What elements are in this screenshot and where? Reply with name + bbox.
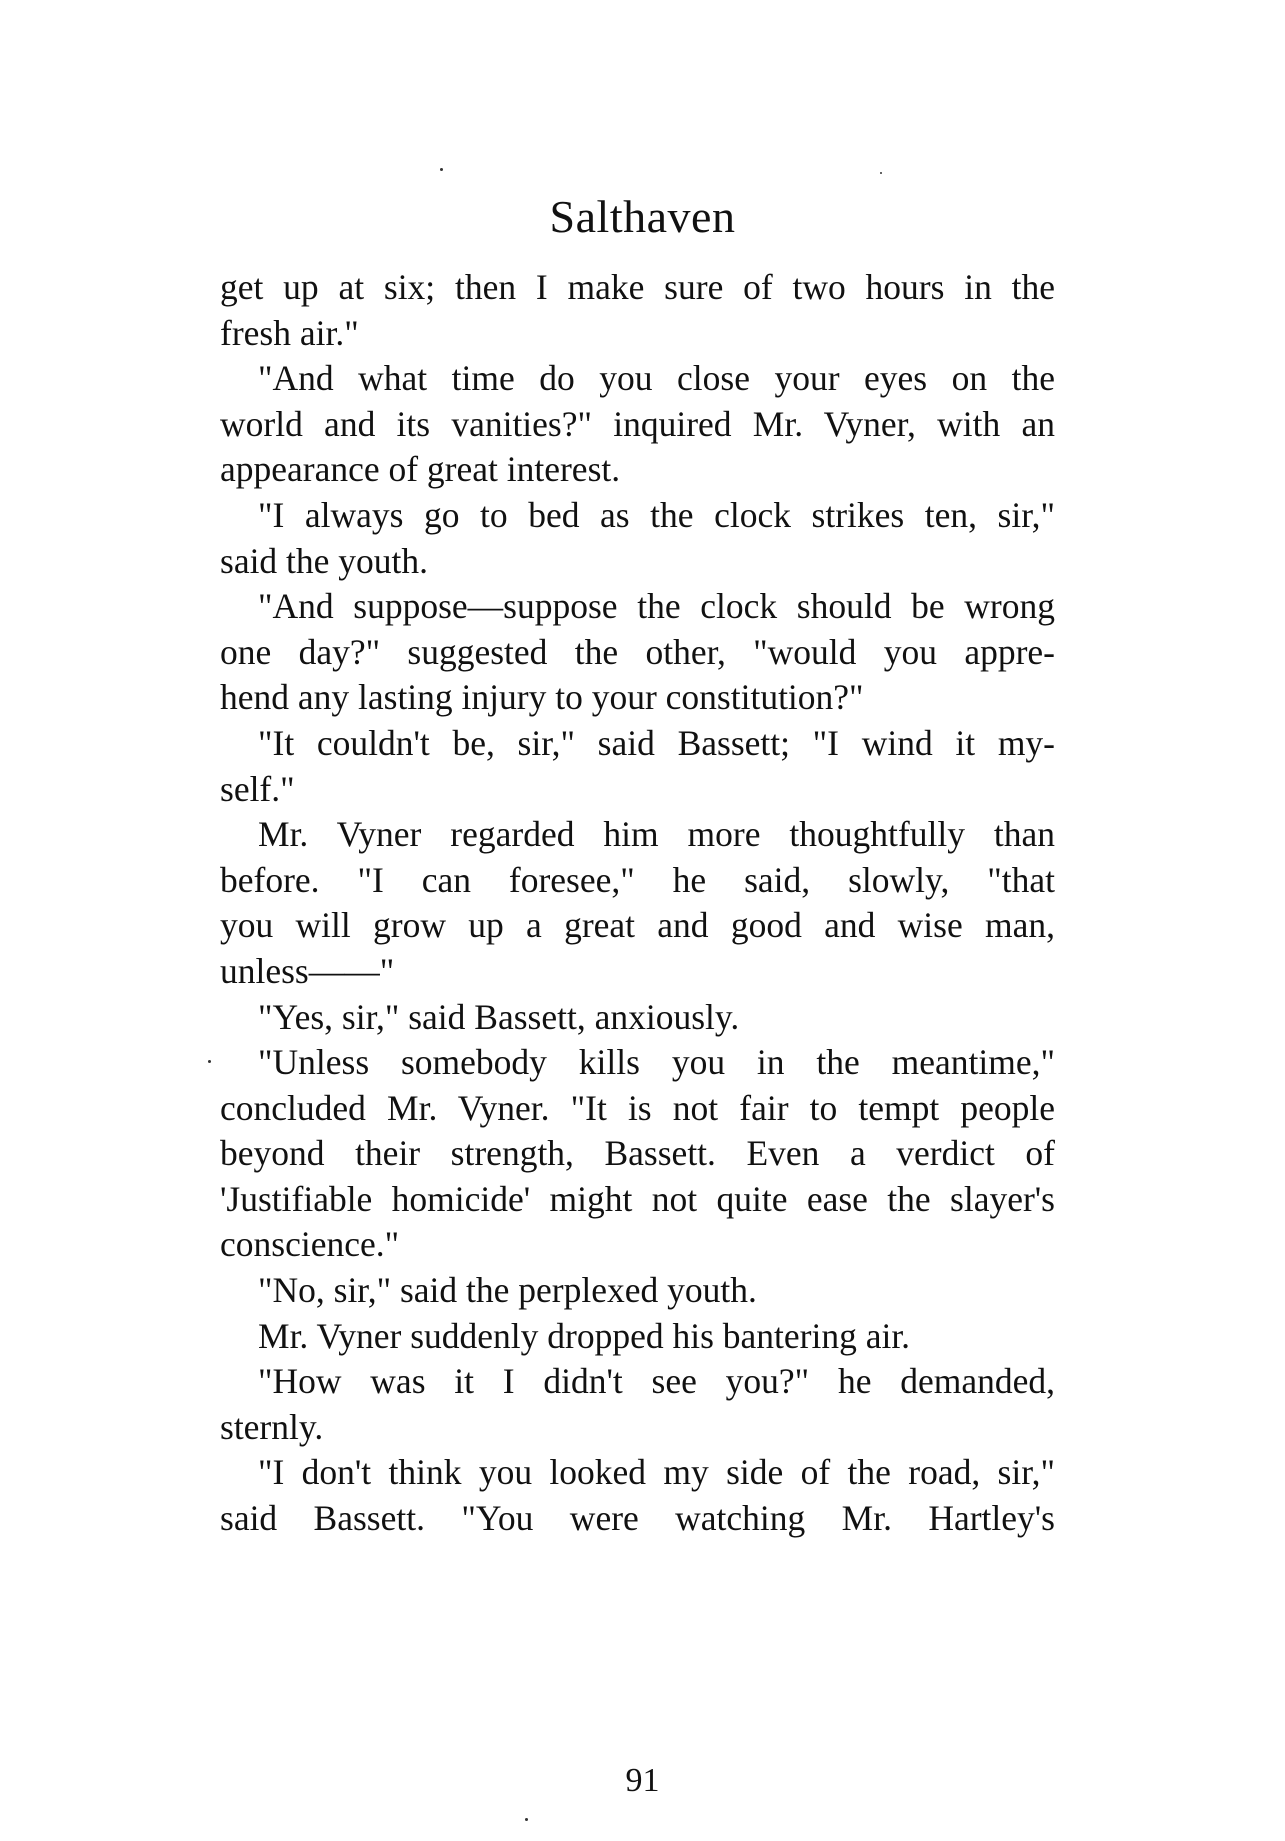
print-speck <box>880 172 882 174</box>
text-line: "And suppose—suppose the clock should be wrong <box>258 586 1055 627</box>
body-text <box>220 265 1055 1542</box>
text-line: unless——" <box>220 950 395 991</box>
text-line: hend any lasting injury to your constitution?" <box>220 677 864 718</box>
text-line: before. "I can foresee," he said, slowly, "that <box>220 859 1055 900</box>
print-speck <box>525 1818 528 1821</box>
text-line: Mr. Vyner regarded him more thoughtfully than <box>258 814 1055 855</box>
text-line: "I always go to bed as the clock strikes ten, sir," <box>258 494 1055 535</box>
text-line: one day?" suggested the other, "would you appre- <box>220 631 1055 672</box>
text-line: self." <box>220 768 295 809</box>
text-line: "How was it I didn't see you?" he demanded, <box>258 1361 1055 1402</box>
text-line: "Unless somebody kills you in the meantime," <box>258 1042 1055 1083</box>
running-head: Salthaven <box>549 191 736 242</box>
text-line: 'Justifiable homicide' might not quite ease the slayer's <box>220 1178 1055 1219</box>
page-number: 91 <box>625 1762 660 1799</box>
text-line: "And what time do you close your eyes on the <box>258 358 1055 399</box>
text-line: world and its vanities?" inquired Mr. Vyner, with an <box>220 403 1055 444</box>
text-line: "It couldn't be, sir," said Bassett; "I wind it my- <box>258 722 1055 763</box>
text-line: sternly. <box>220 1406 324 1447</box>
text-line: "No, sir," said the perplexed youth. <box>258 1270 757 1311</box>
text-line: concluded Mr. Vyner. "It is not fair to tempt people <box>220 1087 1055 1128</box>
text-line: fresh air." <box>220 312 359 353</box>
text-line: beyond their strength, Bassett. Even a verdict of <box>220 1133 1055 1174</box>
text-line: "Yes, sir," said Bassett, anxiously. <box>258 996 740 1037</box>
print-speck <box>440 168 443 171</box>
text-line: you will grow up a great and good and wise man, <box>220 905 1055 946</box>
text-line: Mr. Vyner suddenly dropped his bantering air. <box>258 1315 911 1356</box>
text-line: said Bassett. "You were watching Mr. Hartley's <box>220 1498 1055 1539</box>
print-speck <box>208 1060 211 1063</box>
text-line: conscience." <box>220 1224 400 1265</box>
text-line: get up at six; then I make sure of two hours in the <box>220 267 1055 307</box>
text-line: "I don't think you looked my side of the road, sir," <box>258 1452 1055 1493</box>
text-line: said the youth. <box>220 540 429 581</box>
text-line: appearance of great interest. <box>220 449 621 490</box>
